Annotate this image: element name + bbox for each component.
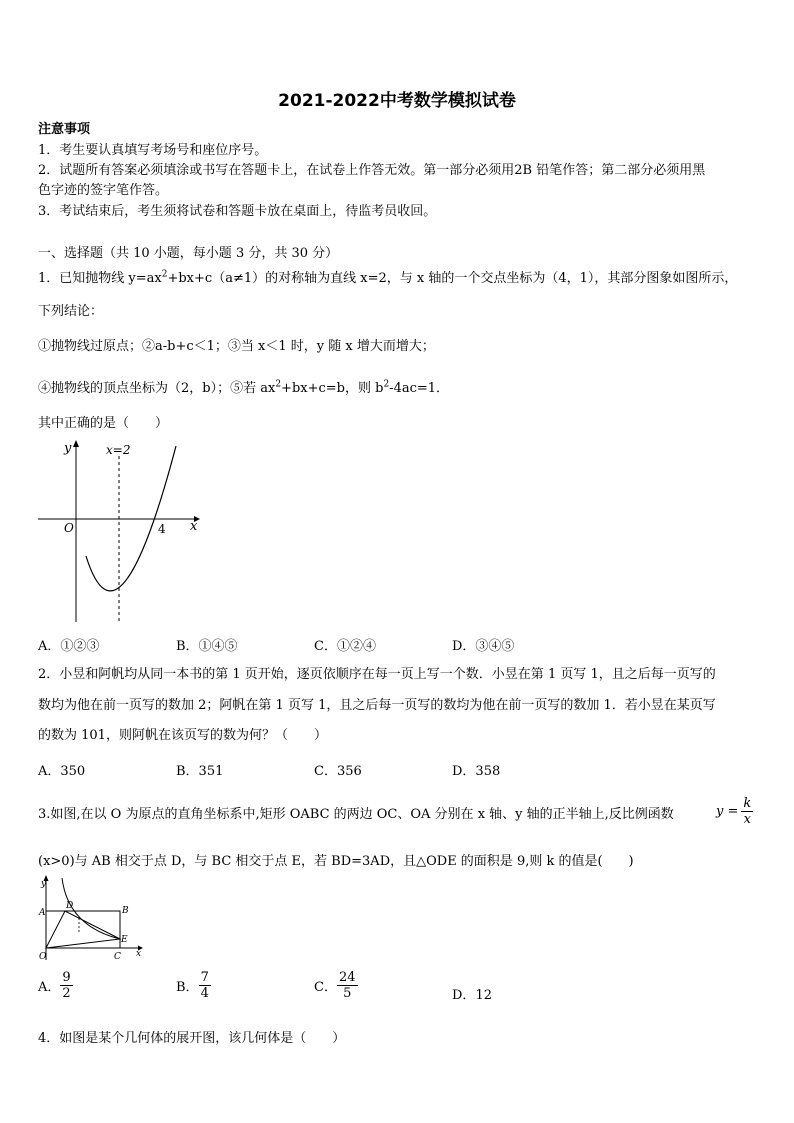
svg-text:C: C bbox=[114, 952, 121, 962]
rectangle-oabc bbox=[46, 911, 120, 948]
q1-conclusions: ①抛物线过原点；②a-b+c＜1；③当 x＜1 时，y 随 x 增大而增大； bbox=[38, 339, 435, 354]
svg-text:A: A bbox=[39, 908, 46, 918]
q3-option-b[interactable]: B． $\frac{7}{4}$ bbox=[176, 970, 209, 1001]
notice-item: 1．考生要认真填写考场号和座位序号。 bbox=[38, 143, 268, 158]
q2-line: 的数为 101，则阿帆在该页写的数为何？（ ） bbox=[38, 728, 327, 743]
page-title: 2021-2022中考数学模拟试卷 bbox=[278, 91, 516, 111]
svg-text:O: O bbox=[39, 952, 47, 962]
svg-text:x: x bbox=[136, 949, 142, 959]
q1-text-a: 1．已知抛物线 y=ax bbox=[38, 271, 162, 286]
q2-line: 2．小昱和阿帆均从同一本书的第 1 页开始，逐页依顺序在每一页上写一个数．小昱在第 1 页写 1，且之后每一页写的 bbox=[38, 667, 716, 682]
notice-item: 2．试题所有答案必须填涂或书写在答题卡上，在试卷上作答无效。第一部分必须用2B 铅笔作答；第二部分必须用黑 bbox=[38, 163, 706, 178]
notice-heading: 注意事项 bbox=[38, 122, 91, 137]
x-axis-label: x bbox=[190, 519, 198, 534]
origin-label: O bbox=[64, 521, 74, 535]
q1-text-b: +bx+c（a≠1）的对称轴为直线 x=2，与 x 轴的一个交点坐标为（4，1），其部分图象如图所示， bbox=[167, 271, 738, 286]
q3-option-c[interactable]: C． $\frac{24}{5}$ bbox=[314, 970, 356, 1001]
q1-stem: 1．已知抛物线 $y=ax^2+bx+c(a\ne 1)$的对称轴为直线 x=2，与 x 轴的一个交点坐标为（4，1），其部分图象如图所示， bbox=[38, 269, 738, 286]
parabola-curve bbox=[86, 446, 176, 591]
svg-text:B: B bbox=[122, 906, 129, 916]
q3-formula: y = $\frac{k}{x}$ bbox=[716, 796, 752, 827]
q3-line: 3.如图,在以 O 为原点的直角坐标系中,矩形 OABC 的两边 OC、OA 分别在 x 轴、y 轴的正半轴上,反比例函数 bbox=[38, 807, 674, 822]
section-heading: 一、选择题（共 10 小题，每小题 3 分，共 30 分） bbox=[38, 246, 339, 261]
q3-rectangle-figure bbox=[36, 872, 144, 964]
q1-option-d[interactable]: D．③④⑤ bbox=[452, 639, 515, 654]
root-label: 4 bbox=[158, 522, 166, 536]
q2-line: 数均为他在前一页写的数加 2；阿帆在第 1 页写 1，且之后每一页写的数均为他在前一页写的数加 1．若小昱在某页写 bbox=[38, 698, 716, 713]
notice-item: 3．考试结束后，考生须将试卷和答题卡放在桌面上，待监考员收回。 bbox=[38, 204, 437, 219]
svg-text:y: y bbox=[41, 879, 47, 889]
symmetry-label: x=2 bbox=[106, 443, 131, 457]
q1-option-c[interactable]: C．①②④ bbox=[314, 639, 376, 654]
q1-parabola-graph bbox=[34, 434, 204, 626]
y-axis-arrow bbox=[73, 440, 79, 447]
q1-conclusions-2: ④抛物线的顶点坐标为（2，b）；⑤若 $ax^2+bx+c=b$，则 $b^2-4ac=1$． bbox=[38, 379, 450, 396]
q1-prompt: 其中正确的是（ ） bbox=[38, 416, 169, 431]
q2-option-d[interactable]: D．358 bbox=[452, 764, 501, 779]
q2-option-b[interactable]: B．351 bbox=[176, 764, 224, 779]
q4-line: 4．如图是某个几何体的展开图，该几何体是（ ） bbox=[38, 1031, 346, 1046]
q2-option-a[interactable]: A．350 bbox=[38, 764, 86, 779]
svg-text:E: E bbox=[121, 935, 128, 945]
svg-text:D: D bbox=[66, 901, 74, 911]
notice-item: 色字迹的签字笔作答。 bbox=[38, 183, 169, 198]
q3-line: (x>0)与 AB 相交于点 D，与 BC 相交于点 E，若 BD=3AD，且△ODE 的面积是 9,则 k 的值是( ) bbox=[38, 854, 634, 869]
y-axis-label: y bbox=[64, 441, 72, 456]
q3-option-d[interactable]: D．12 bbox=[452, 988, 492, 1003]
q1-option-b[interactable]: B．①④⑤ bbox=[176, 639, 238, 654]
q1-option-a[interactable]: A．①②③ bbox=[38, 639, 100, 654]
triangle-ode bbox=[46, 911, 120, 948]
q3-option-a[interactable]: A． $\frac{9}{2}$ bbox=[38, 970, 71, 1001]
q2-option-c[interactable]: C．356 bbox=[314, 764, 362, 779]
q1-line: 下列结论： bbox=[38, 304, 104, 319]
